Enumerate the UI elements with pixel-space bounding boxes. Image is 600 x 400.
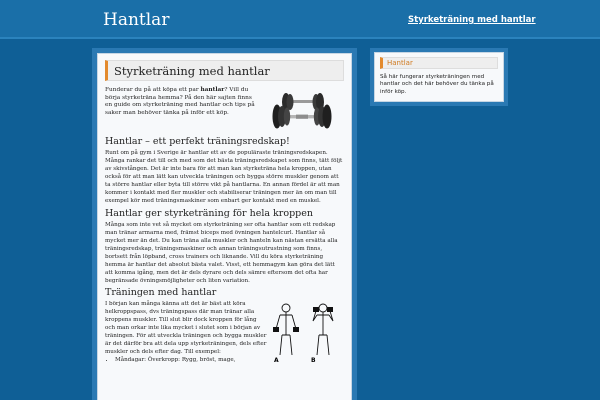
section-text: Runt om på gym i Sverige är hantlar ett av de populäraste träningsredskapen. Många rankar det till och med som det bästa träningsredskapet som finns, tätt följt av skivstången. Det är inte bara för att man kan styrketräna hela kroppen, utan också för att man lätt kan utveckla träningen och bygga större muskler genom att ta större hantlar eller byta till större vikt på hantlarna. En annan fördel är att man kommer i kontakt med fler muskler och stabiliserar träningen mer än om man till exempel kör med träningsmaskiner som enbart ger kontakt med en muskel.: [105, 150, 343, 204]
sidebar-text: Så här fungerar styrketräningen med hantlar och det här behöver du tänka på inför köp.: [380, 74, 494, 95]
list-item: • Måndagar: Överkropp: Rygg, bröst, mage,: [115, 356, 344, 364]
sidebar-title: Hantlar: [387, 59, 413, 67]
section-text: I början kan många känna att det är bäst att köra helkroppspass, dvs träningspass där man tränar alla kroppens muskler. Till slut blir dock kroppen för lång och man orkar inte lika mycket i slutet som i början av träningen. För att utveckla träningen och bygga muskler är det därför bra att dela upp styrketräningen, dels efter muskler och dels efter dag. Till exempel:: [105, 301, 267, 355]
exercise-illustration: [266, 299, 344, 365]
section-heading: Hantlar ger styrketräning för hela kroppen: [105, 208, 313, 219]
intro-text-part: Funderar du på att köpa ett par: [105, 87, 201, 93]
page-title: Styrketräning med hantlar: [114, 64, 270, 78]
main-content-frame: [92, 48, 357, 400]
page-title-box: [105, 60, 344, 81]
header-bar: [0, 0, 600, 39]
figure-label-a: A: [274, 357, 279, 364]
sidebar-frame: [370, 48, 508, 106]
dumbbell-image: [262, 91, 342, 131]
section-heading: Hantlar – ett perfekt träningsredskap!: [105, 136, 290, 147]
nav-link-styrketraning[interactable]: Styrketräning med hantlar: [408, 15, 536, 25]
section-text: Många som inte vet så mycket om styrketräning ser ofta hantlar som ett redskap man tränar armarna med, främst biceps med övningen hantelcurl. Hantlar så mycket mer än det. Du kan träna alla muskler och hanteln kan nästan ersätta alla träningsredskap, träningsmaskiner och annan träningsutrustning som finns, bortsett från löpband, cross trainers och liknande. Vill du köra styrketräning hemma är hantlar det absolut bästa valet. Visst, ett hemmagym kan göra det lätt att komma igång, men det är dels dyrare och dels sämre eftersom det ofta har begränsade övningsmöjligheter och liten variation.: [105, 222, 338, 284]
sidebar-widget: [374, 52, 504, 102]
sidebar-title-box: [380, 57, 498, 69]
section-full-body: [105, 209, 344, 285]
section-training: [105, 300, 344, 364]
intro-text-part: ? Vill du börja styrketräna hemma? På den här sajten finns en guide om styrketräning med hantlar och tips på saker man behöver tänka på inför ett köp.: [105, 87, 255, 116]
intro-section: [105, 87, 344, 136]
intro-text: [105, 87, 260, 117]
figure-label-b: B: [311, 357, 316, 364]
dumbbell-front: [273, 105, 332, 129]
section-heading: Träningen med hantlar: [105, 287, 217, 298]
intro-keyword: hantlar: [200, 87, 225, 93]
main-content: [97, 53, 352, 400]
site-title[interactable]: Hantlar: [103, 10, 170, 30]
